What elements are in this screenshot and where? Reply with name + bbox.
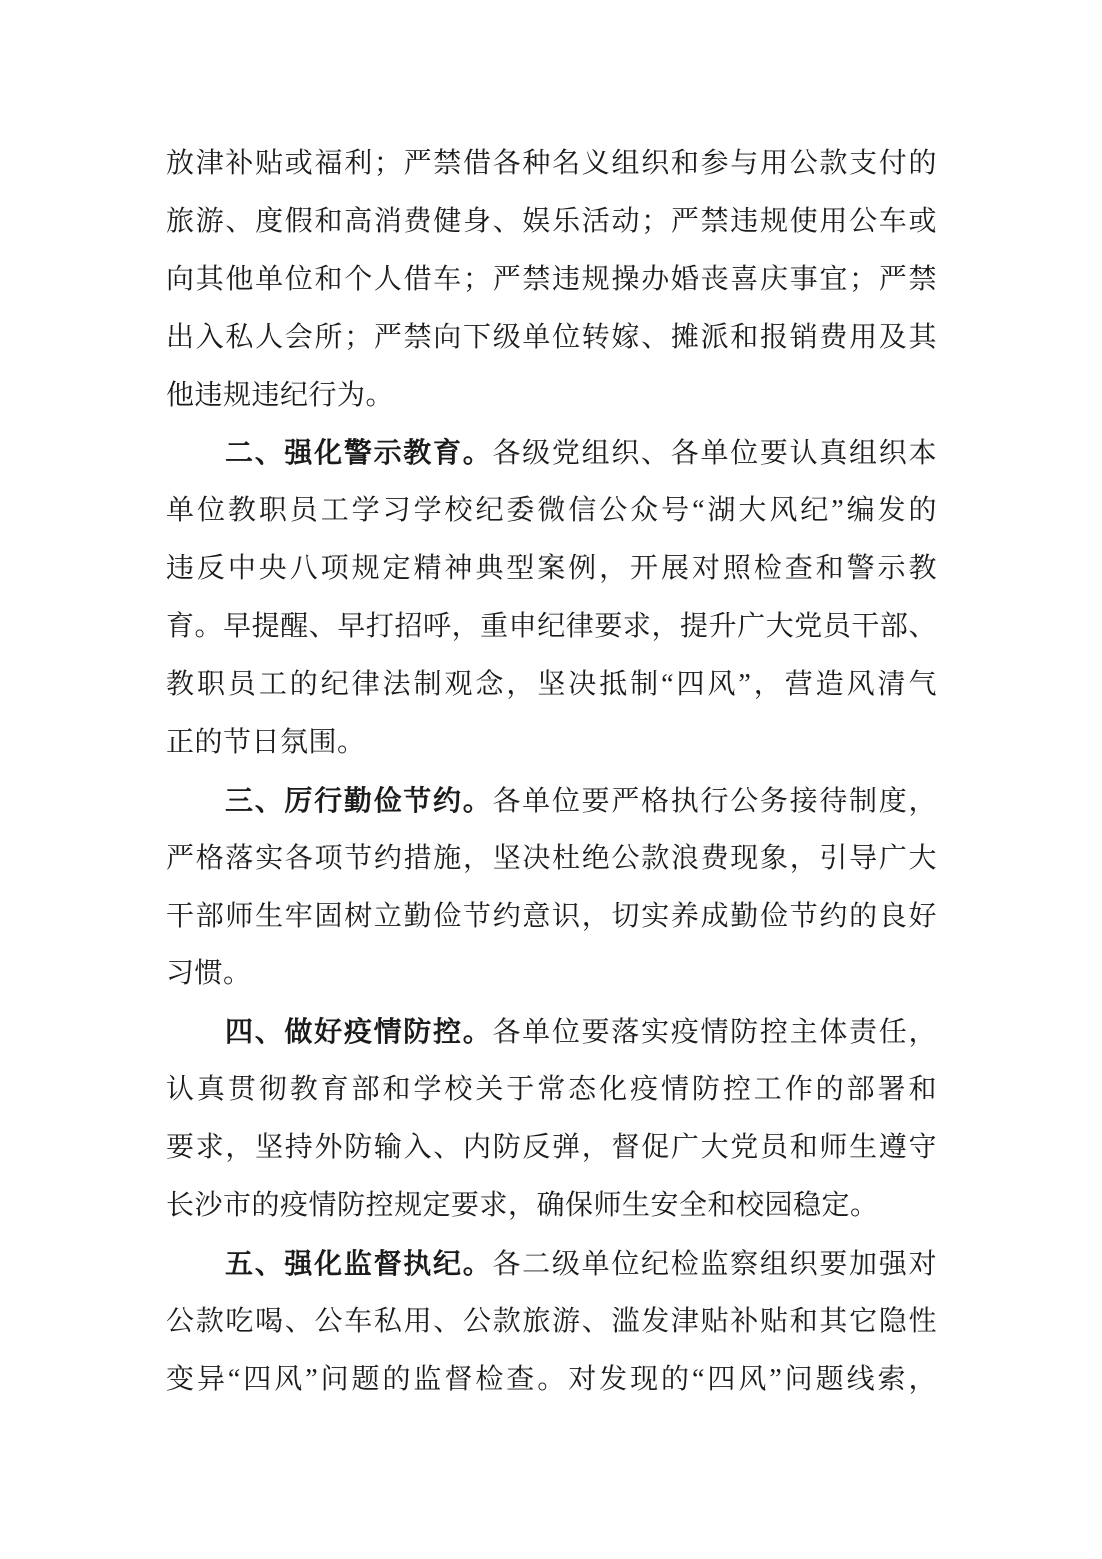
text-line <box>166 656 937 714</box>
section-heading: 三、厉行勤俭节约。 <box>225 784 493 816</box>
document-body <box>166 135 937 1409</box>
body-text: 严格落实各项节约措施，坚决杜绝公款浪费现象，引导广大 <box>166 842 937 874</box>
body-text: 长沙市的疫情防控规定要求，确保师生安全和校园稳定。 <box>166 1190 879 1222</box>
body-text: 旅游、度假和高消费健身、娱乐活动；严禁违规使用公车或 <box>166 205 937 237</box>
text-line <box>166 1351 937 1409</box>
body-text: 放津补贴或福利；严禁借各种名义组织和参与用公款支付的 <box>166 148 937 179</box>
text-line <box>166 714 937 772</box>
body-text: 各级党组织、各单位要认真组织本 <box>492 438 937 470</box>
body-text: 正的节日氛围。 <box>166 726 366 758</box>
section-heading: 五、强化监督执纪。 <box>225 1247 493 1279</box>
text-line <box>166 1003 937 1061</box>
body-text: 变异“四风”问题的监督检查。对发现的“四风”问题线索， <box>166 1363 937 1395</box>
body-text: 公款吃喝、公车私用、公款旅游、滥发津贴补贴和其它隐性 <box>166 1305 937 1337</box>
body-text: 向其他单位和个人借车；严禁违规操办婚丧喜庆事宜；严禁 <box>166 263 937 295</box>
text-line <box>166 772 937 830</box>
text-line <box>166 367 937 425</box>
body-text: 干部师生牢固树立勤俭节约意识，切实养成勤俭节约的良好 <box>166 900 937 932</box>
text-line <box>166 888 937 946</box>
body-text: 教职员工的纪律法制观念，坚决抵制“四风”，营造风清气 <box>166 669 937 701</box>
text-line <box>166 1061 937 1119</box>
text-line <box>166 540 937 598</box>
text-line <box>166 1119 937 1177</box>
text-line <box>166 1235 937 1293</box>
text-line <box>166 251 937 309</box>
body-text: 各单位要严格执行公务接待制度， <box>492 785 937 817</box>
text-line <box>166 424 937 482</box>
text-line <box>166 309 937 367</box>
text-line <box>166 1293 937 1351</box>
body-text: 要求，坚持外防输入、内防反弹，督促广大党员和师生遵守 <box>166 1132 937 1164</box>
body-text: 单位教职员工学习学校纪委微信公众号“湖大风纪”编发的 <box>166 495 937 527</box>
text-line <box>166 193 937 251</box>
body-text: 各二级单位纪检监察组织要加强对 <box>492 1248 937 1280</box>
body-text: 各单位要落实疫情防控主体责任， <box>492 1017 937 1049</box>
text-line <box>166 830 937 888</box>
text-line <box>166 945 937 1003</box>
text-line <box>166 135 937 193</box>
section-heading: 四、做好疫情防控。 <box>225 1016 493 1048</box>
body-text: 他违规违纪行为。 <box>166 379 395 411</box>
body-text: 违反中央八项规定精神典型案例，开展对照检查和警示教 <box>166 553 937 585</box>
text-line <box>166 482 937 540</box>
text-line <box>166 598 937 656</box>
text-line <box>166 1177 937 1235</box>
body-text: 出入私人会所；严禁向下级单位转嫁、摊派和报销费用及其 <box>166 321 937 353</box>
body-text: 认真贯彻教育部和学校关于常态化疫情防控工作的部署和 <box>166 1074 937 1106</box>
body-text: 习惯。 <box>166 958 252 990</box>
section-heading: 二、强化警示教育。 <box>225 437 493 469</box>
body-text: 育。早提醒、早打招呼，重申纪律要求，提升广大党员干部、 <box>166 611 937 643</box>
